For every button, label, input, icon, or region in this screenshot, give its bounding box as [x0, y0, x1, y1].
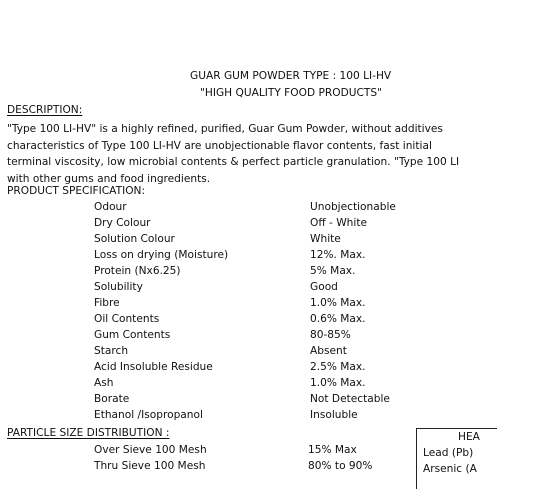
description-paragraph	[7, 121, 547, 187]
spec-value: 2.5% Max.	[310, 361, 366, 373]
particle-heading: PARTICLE SIZE DISTRIBUTION :	[7, 427, 170, 439]
spec-row	[0, 393, 477, 409]
spec-value: 1.0% Max.	[310, 377, 366, 389]
spec-value: Absent	[310, 345, 347, 357]
particle-label: Over Sieve 100 Mesh	[94, 444, 207, 456]
document-subtitle: "HIGH QUALITY FOOD PRODUCTS"	[200, 87, 382, 99]
spec-label: Oil Contents	[94, 313, 160, 325]
spec-label: Ash	[94, 377, 114, 389]
heavy-metal-item: Lead (Pb)	[423, 447, 474, 459]
particle-value: 15% Max	[308, 444, 357, 456]
spec-row	[0, 281, 477, 297]
heavy-metals-heading: HEA	[458, 431, 480, 443]
particle-row	[0, 460, 477, 476]
spec-row	[0, 217, 477, 233]
spec-heading: PRODUCT SPECIFICATION:	[7, 185, 146, 197]
spec-value: Good	[310, 281, 338, 293]
spec-row	[0, 345, 477, 361]
spec-label: Protein (Nx6.25)	[94, 265, 181, 277]
spec-row	[0, 409, 477, 425]
spec-value: 12%. Max.	[310, 249, 366, 261]
spec-label: Fibre	[94, 297, 120, 309]
spec-row	[0, 361, 477, 377]
spec-row	[0, 313, 477, 329]
spec-label: Dry Colour	[94, 217, 151, 229]
spec-value: Not Detectable	[310, 393, 390, 405]
description-line: characteristics of Type 100 LI-HV are unobjectionable flavor contents, fast initial	[7, 139, 432, 152]
spec-label: Odour	[94, 201, 127, 213]
description-line: "Type 100 LI-HV" is a highly refined, purified, Guar Gum Powder, without additives	[7, 123, 443, 135]
spec-row	[0, 201, 477, 217]
spec-row	[0, 329, 477, 345]
spec-value: 80-85%	[310, 329, 351, 341]
spec-row	[0, 265, 477, 281]
spec-label: Acid Insoluble Residue	[94, 361, 213, 373]
spec-row	[0, 297, 477, 313]
spec-value: Unobjectionable	[310, 201, 396, 213]
spec-label: Borate	[94, 393, 130, 405]
spec-label: Loss on drying (Moisture)	[94, 249, 229, 261]
spec-row	[0, 233, 477, 249]
spec-value: 5% Max.	[310, 265, 356, 277]
spec-row	[0, 377, 477, 393]
description-line: with other gums and food ingredients.	[7, 172, 211, 185]
spec-label: Gum Contents	[94, 329, 171, 341]
heavy-metal-item: Arsenic (A	[423, 463, 477, 475]
spec-value: White	[310, 233, 341, 245]
spec-label: Starch	[94, 345, 129, 357]
description-line: terminal viscosity, low microbial contents & perfect particle granulation. "Type 100 LI	[7, 156, 460, 168]
spec-value: 0.6% Max.	[310, 313, 366, 325]
spec-value: Insoluble	[310, 409, 358, 421]
spec-value: Off - White	[310, 217, 367, 229]
description-heading: DESCRIPTION:	[7, 104, 83, 116]
spec-label: Solubility	[94, 281, 143, 293]
particle-row	[0, 444, 477, 460]
spec-label: Ethanol /Isopropanol	[94, 409, 203, 421]
spec-label: Solution Colour	[94, 233, 175, 245]
spec-value: 1.0% Max.	[310, 297, 366, 309]
particle-label: Thru Sieve 100 Mesh	[94, 460, 206, 472]
particle-value: 80% to 90%	[308, 460, 373, 472]
document-title: GUAR GUM POWDER TYPE : 100 LI-HV	[190, 70, 392, 82]
spec-row	[0, 249, 477, 265]
